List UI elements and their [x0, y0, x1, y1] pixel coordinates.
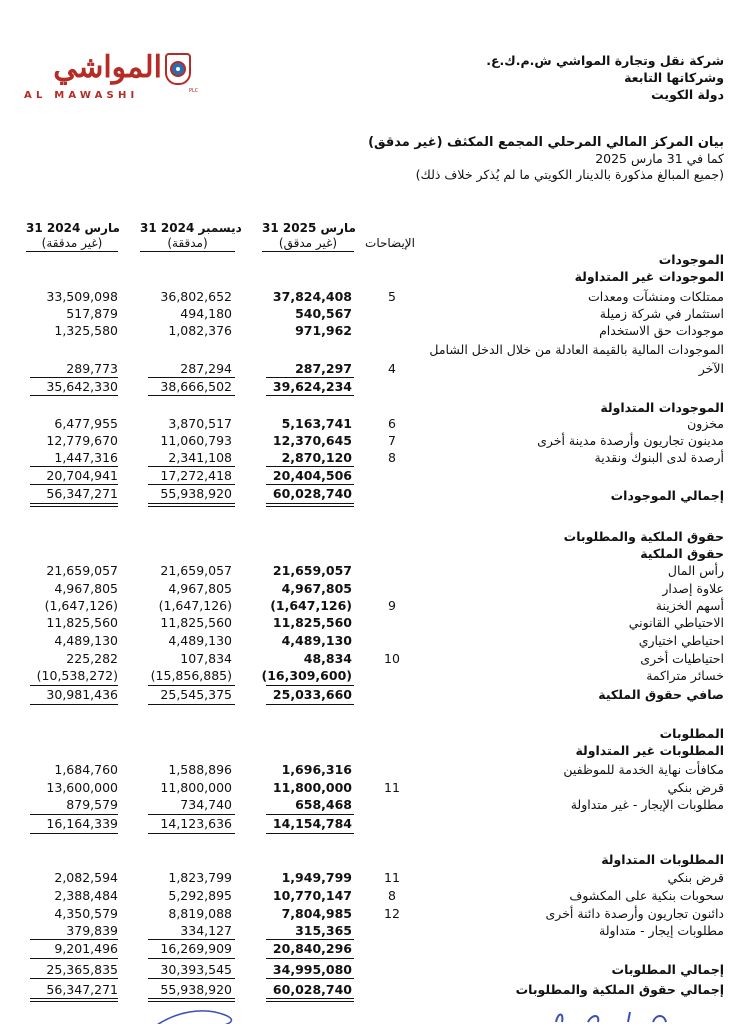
value-dec-2024: (1,647,126) — [158, 598, 232, 613]
value-dec-2024: 734,740 — [180, 797, 232, 812]
table-row — [0, 687, 741, 703]
row-note: 5 — [388, 289, 396, 304]
value-dec-2024: 14,123,636 — [160, 816, 232, 831]
value-mar-2024: 6,477,955 — [54, 416, 118, 431]
value-mar-2025: 11,800,000 — [272, 780, 352, 795]
value-mar-2025: 971,962 — [295, 323, 352, 338]
table-row — [0, 598, 741, 614]
row-note: 7 — [388, 433, 396, 448]
company-subsidiaries: وشركاتها التابعة — [624, 70, 724, 85]
row-label: حقوق الملكية — [640, 546, 724, 561]
value-mar-2024: 9,201,496 — [54, 941, 118, 956]
value-mar-2025: 21,659,057 — [272, 563, 352, 578]
table-row — [0, 852, 741, 868]
row-label: إجمالي حقوق الملكية والمطلوبات — [515, 982, 724, 997]
table-row — [0, 546, 741, 562]
value-mar-2024: 379,839 — [66, 923, 118, 938]
row-label: المطلوبات — [659, 726, 724, 741]
row-label: حقوق الملكية والمطلوبات — [563, 529, 724, 544]
value-mar-2024: 1,447,316 — [54, 450, 118, 465]
table-row — [0, 906, 741, 922]
row-label: صافي حقوق الملكية — [598, 687, 724, 702]
value-dec-2024: 3,870,517 — [168, 416, 232, 431]
value-mar-2024: 517,879 — [66, 306, 118, 321]
subtotal-rule — [148, 466, 235, 467]
value-mar-2025: 39,624,234 — [272, 379, 352, 394]
value-dec-2024: 17,272,418 — [160, 468, 232, 483]
value-mar-2025: 60,028,740 — [272, 486, 352, 501]
logo-emblem-icon — [165, 53, 191, 85]
column-date: 31 مارس 2024 — [26, 221, 120, 235]
value-mar-2024: 56,347,271 — [46, 486, 118, 501]
signature-mark-right — [548, 1004, 678, 1024]
table-row — [0, 400, 741, 416]
table-row — [0, 615, 741, 631]
value-mar-2025: 37,824,408 — [272, 289, 352, 304]
value-mar-2024: 1,684,760 — [54, 762, 118, 777]
total-rule — [30, 704, 118, 705]
value-dec-2024: 1,588,896 — [168, 762, 232, 777]
table-row — [0, 488, 741, 504]
total-rule — [266, 704, 354, 705]
value-dec-2024: (15,856,885) — [150, 668, 232, 683]
subtotal-rule — [30, 958, 118, 959]
value-dec-2024: 4,489,130 — [168, 633, 232, 648]
value-mar-2024: 30,981,436 — [46, 687, 118, 702]
total-rule — [30, 1001, 118, 1002]
value-dec-2024: 36,802,652 — [160, 289, 232, 304]
subtotal-rule — [30, 377, 118, 378]
value-dec-2024: 11,825,560 — [160, 615, 232, 630]
value-dec-2024: 2,341,108 — [168, 450, 232, 465]
column-header-dec-2024 — [140, 221, 242, 252]
table-row — [0, 252, 741, 268]
row-label: إجمالي الموجودات — [610, 488, 724, 503]
subtotal-rule — [266, 814, 354, 815]
value-mar-2025: 287,297 — [295, 361, 352, 376]
table-row — [0, 762, 741, 778]
value-dec-2024: 16,269,909 — [160, 941, 232, 956]
value-mar-2025: 1,949,799 — [281, 870, 352, 885]
table-row — [0, 651, 741, 667]
value-mar-2025: 11,825,560 — [272, 615, 352, 630]
statement-heading — [324, 135, 724, 183]
value-dec-2024: 287,294 — [180, 361, 232, 376]
table-row — [0, 323, 741, 339]
value-dec-2024: 5,292,895 — [168, 888, 232, 903]
row-label: الموجودات المتداولة — [600, 400, 724, 415]
value-mar-2025: 315,365 — [295, 923, 352, 938]
total-rule — [148, 503, 235, 504]
row-note: 6 — [388, 416, 396, 431]
row-note: 8 — [388, 450, 396, 465]
column-audit-status: (مدققة) — [167, 236, 208, 250]
value-mar-2025: 20,840,296 — [272, 941, 352, 956]
value-mar-2024: 225,282 — [66, 651, 118, 666]
subtotal-rule — [266, 484, 354, 485]
value-mar-2024: 4,967,805 — [54, 581, 118, 596]
table-row — [0, 450, 741, 466]
company-name: شركة نقل وتجارة المواشي ش.م.ك.ع. — [486, 53, 724, 68]
value-mar-2025: 2,870,120 — [281, 450, 352, 465]
row-label: الموجودات المالية بالقيمة العادلة من خلال الدخل الشامل — [429, 342, 724, 357]
column-audit-status: (غير مدققة) — [41, 236, 103, 250]
value-dec-2024: 38,666,502 — [160, 379, 232, 394]
total-rule — [266, 998, 354, 999]
row-label: الموجودات — [658, 252, 724, 267]
row-label: دائنون تجاريون وأرصدة دائنة أخرى — [545, 906, 724, 921]
value-dec-2024: 494,180 — [180, 306, 232, 321]
row-note: 11 — [384, 780, 400, 795]
subtotal-rule — [148, 685, 235, 686]
company-name-block — [424, 52, 724, 103]
row-label: سحوبات بنكية على المكشوف — [569, 888, 724, 903]
value-dec-2024: 55,938,920 — [160, 486, 232, 501]
value-dec-2024: 8,819,088 — [168, 906, 232, 921]
total-rule — [148, 1001, 235, 1002]
subtotal-rule — [266, 377, 354, 378]
table-row — [0, 289, 741, 305]
value-mar-2024: 4,350,579 — [54, 906, 118, 921]
row-note: 4 — [388, 361, 396, 376]
logo-arabic-text: المواشي — [53, 50, 162, 85]
row-label: مدينون تجاريون وأرصدة مدينة أخرى — [537, 433, 724, 448]
value-mar-2025: 540,567 — [295, 306, 352, 321]
total-rule — [30, 833, 118, 834]
value-mar-2025: 34,995,080 — [272, 962, 352, 977]
row-note: 10 — [384, 651, 400, 666]
value-mar-2024: 2,082,594 — [54, 870, 118, 885]
total-rule — [30, 395, 118, 396]
table-row — [0, 269, 741, 285]
table-row — [0, 816, 741, 832]
table-row — [0, 870, 741, 886]
notes-column-header: الإيضاحات — [365, 236, 415, 250]
value-mar-2024: 289,773 — [66, 361, 118, 376]
value-mar-2024: 21,659,057 — [46, 563, 118, 578]
value-mar-2024: 879,579 — [66, 797, 118, 812]
value-mar-2025: 12,370,645 — [272, 433, 352, 448]
value-dec-2024: 30,393,545 — [160, 962, 232, 977]
row-label: ممتلكات ومنشآت ومعدات — [587, 289, 724, 304]
row-label: إجمالي المطلوبات — [611, 962, 724, 977]
row-label: مطلوبات إيجار - متداولة — [599, 923, 724, 938]
column-audit-status: (غير مدقق) — [278, 236, 338, 250]
total-rule — [148, 704, 235, 705]
total-rule — [266, 506, 354, 507]
subtotal-rule — [266, 958, 354, 959]
row-note: 9 — [388, 598, 396, 613]
value-dec-2024: 11,800,000 — [160, 780, 232, 795]
total-rule — [148, 833, 235, 834]
row-label: مكافأت نهاية الخدمة للموظفين — [563, 762, 724, 777]
row-label: الآخر — [698, 361, 724, 376]
value-mar-2025: 60,028,740 — [272, 982, 352, 997]
table-row — [0, 306, 741, 322]
subtotal-rule — [148, 939, 235, 940]
table-row — [0, 982, 741, 998]
logo-suffix-text: PLC — [189, 88, 199, 94]
table-row — [0, 668, 741, 684]
row-label: أرصدة لدى البنوك ونقدية — [594, 450, 724, 465]
table-row — [0, 563, 741, 579]
statement-date: كما في 31 مارس 2025 — [595, 151, 724, 166]
value-dec-2024: 4,967,805 — [168, 581, 232, 596]
table-row — [0, 780, 741, 796]
value-dec-2024: 55,938,920 — [160, 982, 232, 997]
value-mar-2025: 658,468 — [295, 797, 352, 812]
column-date: 31 ديسمبر 2024 — [140, 221, 242, 235]
value-mar-2025: 14,154,784 — [272, 816, 352, 831]
row-note: 8 — [388, 888, 396, 903]
table-row — [0, 888, 741, 904]
subtotal-rule — [148, 978, 235, 979]
row-label: احتياطي اختياري — [638, 633, 724, 648]
total-rule — [30, 998, 118, 999]
table-row — [0, 379, 741, 395]
total-rule — [148, 998, 235, 999]
subtotal-rule — [30, 814, 118, 815]
value-dec-2024: 107,834 — [180, 651, 232, 666]
table-row — [0, 797, 741, 813]
row-note: 12 — [384, 906, 400, 921]
subtotal-rule — [266, 939, 354, 940]
total-rule — [266, 503, 354, 504]
subtotal-rule — [266, 466, 354, 467]
value-mar-2025: 4,489,130 — [281, 633, 352, 648]
value-dec-2024: 334,127 — [180, 923, 232, 938]
value-mar-2025: 25,033,660 — [272, 687, 352, 702]
total-rule — [148, 506, 235, 507]
value-mar-2024: (10,538,272) — [36, 668, 118, 683]
signature-mark-left — [145, 1005, 265, 1024]
row-label: موجودات حق الاستخدام — [599, 323, 724, 338]
value-mar-2025: (16,309,600) — [261, 668, 352, 683]
value-mar-2024: (1,647,126) — [44, 598, 118, 613]
table-row — [0, 743, 741, 759]
company-country: دولة الكويت — [651, 87, 724, 102]
table-row — [0, 923, 741, 939]
total-rule — [30, 503, 118, 504]
row-label: مطلوبات الإيجار - غير متداولة — [570, 797, 724, 812]
subtotal-rule — [30, 978, 118, 979]
value-mar-2025: (1,647,126) — [270, 598, 352, 613]
table-row — [0, 433, 741, 449]
row-label: مخزون — [687, 416, 724, 431]
company-logo — [22, 50, 199, 108]
value-mar-2024: 12,779,670 — [46, 433, 118, 448]
table-row — [0, 726, 741, 742]
total-rule — [148, 395, 235, 396]
value-mar-2024: 13,600,000 — [46, 780, 118, 795]
table-row — [0, 468, 741, 484]
value-dec-2024: 1,082,376 — [168, 323, 232, 338]
value-mar-2024: 56,347,271 — [46, 982, 118, 997]
value-mar-2024: 33,509,098 — [46, 289, 118, 304]
row-label: الموجودات غير المتداولة — [574, 269, 724, 284]
column-date: 31 مارس 2025 — [262, 221, 356, 235]
subtotal-rule — [30, 939, 118, 940]
subtotal-rule — [266, 685, 354, 686]
total-rule — [266, 1001, 354, 1002]
table-row — [0, 361, 741, 377]
subtotal-rule — [266, 978, 354, 979]
row-label: احتياطيات أخرى — [640, 651, 724, 666]
row-label: الاحتياطي القانوني — [628, 615, 724, 630]
value-mar-2024: 25,365,835 — [46, 962, 118, 977]
statement-title: بيان المركز المالي المرحلي المجمع المكثف (غير مدقق) — [368, 135, 724, 150]
subtotal-rule — [30, 685, 118, 686]
column-header-mar-2024 — [26, 221, 118, 252]
value-mar-2024: 20,704,941 — [46, 468, 118, 483]
column-header-mar-2025 — [262, 221, 354, 252]
value-mar-2024: 1,325,580 — [54, 323, 118, 338]
total-rule — [266, 395, 354, 396]
table-row — [0, 633, 741, 649]
value-mar-2025: 1,696,316 — [281, 762, 352, 777]
row-label: المطلوبات غير المتداولة — [575, 743, 724, 758]
total-rule — [266, 833, 354, 834]
subtotal-rule — [30, 466, 118, 467]
table-row — [0, 342, 741, 358]
statement-currency-note: (جميع المبالغ مذكورة بالدينار الكويتي ما لم يُذكر خلاف ذلك) — [415, 167, 724, 182]
row-label: خسائر متراكمة — [646, 668, 724, 683]
logo-english-text: AL MAWASHI — [24, 90, 139, 101]
subtotal-rule — [30, 484, 118, 485]
value-dec-2024: 25,545,375 — [160, 687, 232, 702]
row-label: رأس المال — [667, 563, 724, 578]
row-label: قرض بنكي — [667, 870, 724, 885]
value-dec-2024: 1,823,799 — [168, 870, 232, 885]
value-mar-2025: 48,834 — [303, 651, 352, 666]
value-dec-2024: 21,659,057 — [160, 563, 232, 578]
value-mar-2024: 11,825,560 — [46, 615, 118, 630]
row-label: قرض بنكي — [667, 780, 724, 795]
table-row — [0, 962, 741, 978]
row-note: 11 — [384, 870, 400, 885]
value-mar-2025: 10,770,147 — [272, 888, 352, 903]
value-dec-2024: 11,060,793 — [160, 433, 232, 448]
table-row — [0, 529, 741, 545]
value-mar-2024: 4,489,130 — [54, 633, 118, 648]
value-mar-2025: 5,163,741 — [281, 416, 352, 431]
value-mar-2025: 20,404,506 — [272, 468, 352, 483]
value-mar-2025: 7,804,985 — [281, 906, 352, 921]
total-rule — [30, 506, 118, 507]
subtotal-rule — [148, 814, 235, 815]
value-mar-2024: 16,164,339 — [46, 816, 118, 831]
row-label: المطلوبات المتداولة — [601, 852, 724, 867]
value-mar-2025: 4,967,805 — [281, 581, 352, 596]
table-row — [0, 416, 741, 432]
row-label: علاوة إصدار — [662, 581, 724, 596]
subtotal-rule — [148, 377, 235, 378]
table-row — [0, 941, 741, 957]
value-mar-2024: 35,642,330 — [46, 379, 118, 394]
subtotal-rule — [148, 958, 235, 959]
subtotal-rule — [148, 484, 235, 485]
value-mar-2024: 2,388,484 — [54, 888, 118, 903]
row-label: استثمار في شركة زميلة — [599, 306, 724, 321]
table-row — [0, 581, 741, 597]
row-label: أسهم الخزينة — [655, 598, 724, 613]
